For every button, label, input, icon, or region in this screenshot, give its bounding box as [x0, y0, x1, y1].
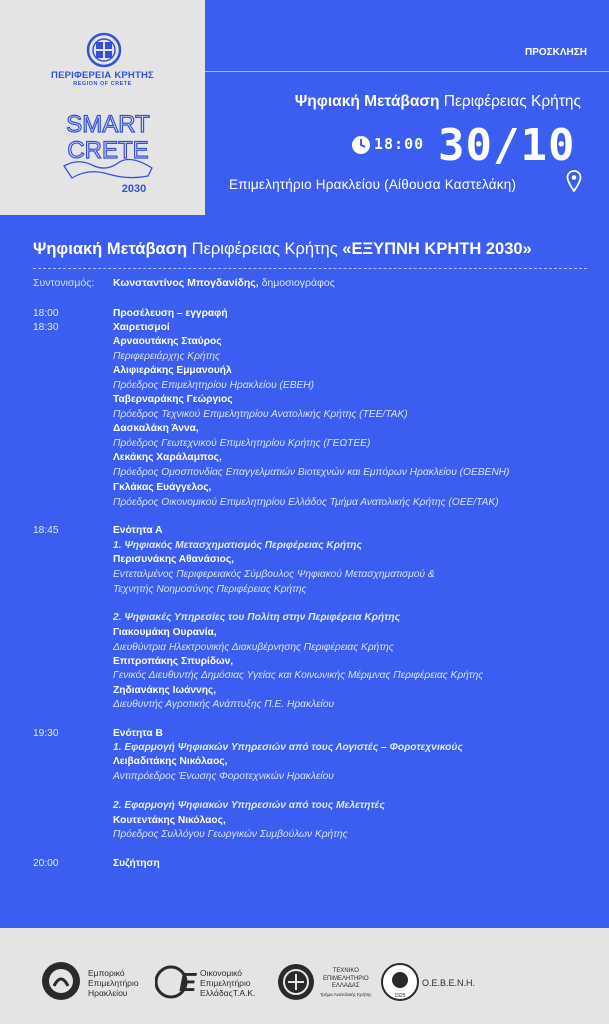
- program-time: 18:45: [33, 525, 59, 536]
- program-text: Επιτροπάκης Σπυρίδων,: [113, 656, 234, 667]
- program-text: Πρόεδρος Επιμελητηρίου Ηρακλείου (ΕΒΕΗ): [113, 380, 315, 391]
- program-row: [33, 727, 593, 741]
- program-row: [33, 307, 593, 321]
- program-text: Πρόεδρος Οικονομικού Επιμελητηρίου Ελλάδος Τμήμα Ανατολικής Κρήτης (ΟΕΕ/ΤΑΚ): [113, 497, 499, 508]
- program-row: [33, 496, 593, 510]
- program-text: Αλιφιεράκης Εμμανουήλ: [113, 365, 232, 376]
- program-row: [33, 655, 593, 669]
- program-row: [33, 408, 593, 422]
- program-row: [33, 568, 593, 582]
- program-row: [33, 335, 593, 349]
- tee-logo: [276, 962, 316, 1002]
- program-text: 2. Ψηφιακές Υπηρεσίες του Πολίτη στην Περιφέρεια Κρήτης: [113, 612, 400, 623]
- program-text: 1. Εφαρμογή Ψηφιακών Υπηρεσιών από τους Λογιστές – Φοροτεχνικούς: [113, 742, 463, 753]
- event-venue: Επιμελητήριο Ηρακλείου (Αίθουσα Καστελάκη): [229, 177, 517, 192]
- program-row: [33, 451, 593, 465]
- program-row: [33, 799, 593, 813]
- coordinator: Κωνσταντίνος Μπογδανίδης, δημοσιογράφος: [113, 277, 335, 289]
- program-text: Αρναουτάκης Σταύρος: [113, 336, 222, 347]
- program-row: [33, 524, 593, 538]
- svg-text:E: E: [179, 967, 197, 997]
- program-text: Ενότητα Β: [113, 728, 163, 739]
- program-text: Ζηδιανάκης Ιωάννης,: [113, 685, 217, 696]
- oee-logo: [155, 964, 199, 1000]
- smart-year: 2030: [121, 183, 147, 195]
- program-text: Συζήτηση: [113, 858, 160, 869]
- org4-name: Ο.Ε.Β.Ε.Ν.Η.: [422, 978, 476, 988]
- program-text: Γιακουμάκη Ουρανία,: [113, 627, 217, 638]
- program-row: [33, 539, 593, 553]
- oebenh-logo: [380, 962, 420, 1002]
- program-row: [33, 755, 593, 769]
- smart-line1: SMART: [66, 111, 150, 138]
- program-row: [33, 481, 593, 495]
- event-title: Ψηφιακή Μετάβαση Περιφέρειας Κρήτης: [294, 93, 581, 110]
- program-text: Γκλάκας Ευάγγελος,: [113, 482, 212, 493]
- program-row: [33, 770, 593, 784]
- program-text: 2. Εφαρμογή Ψηφιακών Υπηρεσιών από τους Μελετητές: [113, 800, 385, 811]
- program-text: Τεχνητής Νοημοσύνης Περιφέρειας Κρήτης: [113, 584, 307, 595]
- program-row: [33, 857, 593, 871]
- program-row: [33, 437, 593, 451]
- program-row: [33, 379, 593, 393]
- program-row: [33, 364, 593, 378]
- location-pin-icon: [566, 170, 582, 192]
- program-row: [33, 698, 593, 712]
- invite-label: ΠΡΟΣΚΛΗΣΗ: [524, 47, 587, 58]
- program-text: Γενικός Διευθυντής Δημόσιας Υγείας και Κοινωνικής Μέριμνας Περιφέρειας Κρήτης: [113, 670, 484, 681]
- program-row: [33, 583, 593, 597]
- footer: [0, 928, 609, 1024]
- program-row: [33, 553, 593, 567]
- program-text: Διευθύντρια Ηλεκτρονικής Διακυβέρνησης Περιφέρειας Κρήτης: [113, 642, 394, 653]
- program-divider: [33, 268, 587, 269]
- coordinator-label: Συντονισμός:: [33, 277, 95, 289]
- event-time: 18:00: [374, 135, 425, 153]
- program-row: [33, 814, 593, 828]
- program-time: 18:30: [33, 322, 59, 333]
- org1-name: Εμπορικό Επιμελητήριο Ηρακλείου: [88, 968, 139, 998]
- region-crest-icon: [86, 32, 122, 68]
- smart-crete-logo: [58, 108, 158, 196]
- program-text: Λειβαδιτάκης Νικόλαος,: [113, 756, 228, 767]
- program-text: Πρόεδρος Ομοσπονδίας Επαγγελματιών Βιοτεχνών και Εμπόρων Ηρακλείου (ΟΕΒΕΝΗ): [113, 467, 510, 478]
- program-row: [33, 466, 593, 480]
- program-text: Εντεταλμένος Περιφερειακός Σύμβουλος Ψηφιακού Μετασχηματισμού &: [113, 569, 435, 580]
- program-row: [33, 669, 593, 683]
- program-row: [33, 350, 593, 364]
- program-text: Πρόεδρος Γεωτεχνικού Επιμελητηρίου Κρήτης (ΓΕΩΤΕΕ): [113, 438, 371, 449]
- program-text: Προσέλευση – εγγραφή: [113, 308, 228, 319]
- program-time: 18:00: [33, 308, 59, 319]
- org2-name: Οικονομικό Επιμελητήριο ΕλλάδαςΤ.Α.Κ.: [200, 968, 256, 998]
- program-title: Ψηφιακή Μετάβαση Περιφέρειας Κρήτης «ΕΞΥΠΝΗ ΚΡΗΤΗ 2030»: [33, 240, 532, 258]
- program-text: Διευθυντής Αγροτικής Ανάπτυξης Π.Ε. Ηρακλείου: [113, 699, 335, 710]
- logo-panel: [0, 0, 205, 215]
- clock-icon: [351, 135, 371, 155]
- program-row: [33, 684, 593, 698]
- program-row: [33, 741, 593, 755]
- program-time: 19:30: [33, 728, 59, 739]
- smart-line2: CRETE: [67, 137, 149, 164]
- chamber-heraklion-logo: [40, 960, 82, 1002]
- header-divider: [205, 71, 609, 72]
- event-date: 30/10: [438, 120, 576, 171]
- program-row: [33, 422, 593, 436]
- program-row: [33, 828, 593, 842]
- program-row: [33, 393, 593, 407]
- program-text: Πρόεδρος Τεχνικού Επιμελητηρίου Ανατολικής Κρήτης (ΤΕΕ/ΤΑΚ): [113, 409, 408, 420]
- program-text: Ενότητα Α: [113, 525, 163, 536]
- program-text: 1. Ψηφιακός Μετασχηματισμός Περιφέρειας Κρήτης: [113, 540, 362, 551]
- program-text: Αντιπρόεδρος Ένωσης Φοροτεχνικών Ηρακλείου: [113, 771, 334, 782]
- region-name: ΠΕΡΙΦΕΡΕΙΑ ΚΡΗΤΗΣ: [51, 70, 154, 81]
- program-row: [33, 626, 593, 640]
- program-time: 20:00: [33, 858, 59, 869]
- program-text: Πρόεδρος Συλλόγου Γεωργικών Συμβούλων Κρήτης: [113, 829, 348, 840]
- program-row: [33, 641, 593, 655]
- svg-text:1925: 1925: [394, 993, 406, 999]
- program-text: Περισυνάκης Αθανάσιος,: [113, 554, 235, 565]
- program-row: [33, 611, 593, 625]
- program-text: Ταβερναράκης Γεώργιος: [113, 394, 233, 405]
- program-text: Λεκάκης Χαράλαμπος,: [113, 452, 222, 463]
- program-text: Δασκαλάκη Άννα,: [113, 423, 199, 434]
- org3-name: ΤΕΧΝΙΚΟ ΕΠΙΜΕΛΗΤΗΡΙΟ ΕΛΛΑΔΑΣ Τμήμα Ανατολικής Κρήτης: [320, 968, 372, 997]
- region-name-en: REGION OF CRETE: [73, 81, 132, 87]
- program-row: [33, 321, 593, 335]
- program-text: Κουτεντάκης Νικόλαος,: [113, 815, 226, 826]
- program-text: Χαιρετισμοί: [113, 322, 170, 333]
- program-text: Περιφερειάρχης Κρήτης: [113, 351, 221, 362]
